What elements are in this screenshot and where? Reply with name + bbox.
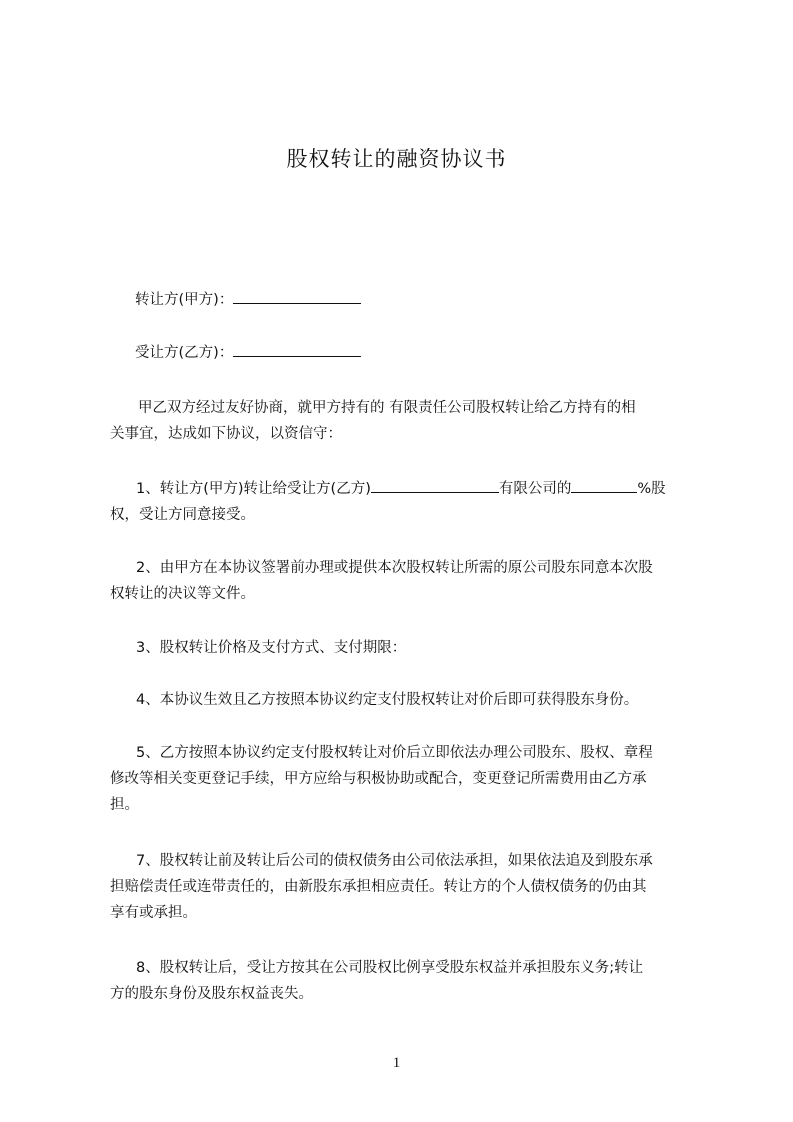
intro-paragraph — [110, 395, 710, 447]
clause-4 — [110, 687, 710, 713]
clause-1 — [110, 476, 710, 528]
clause-2-line-2: 权转让的决议等文件。 — [110, 586, 255, 602]
clause-3-text-1: 股权转让价格及支付方式、支付期限： — [159, 640, 407, 656]
clause-7-line-3: 享有或承担。 — [110, 905, 197, 921]
page-number: 1 — [392, 1055, 401, 1071]
clause-7 — [110, 848, 710, 926]
clause-4-line-1 — [110, 687, 710, 713]
clause-8-line-2: 方的股东身份及股东权益丧失。 — [110, 986, 313, 1002]
clause-8-text-1: 股权转让后，受让方按其在公司股权比例享受股东权益并承担股东义务;转让 — [159, 960, 644, 976]
clause-7-text-1: 股权转让前及转让后公司的债权债务由公司依法承担，如果依法追及到股东承 — [159, 853, 653, 869]
clause-1-text-b: 有限公司的 — [498, 481, 572, 497]
clause-7-line-2: 担赔偿责任或连带责任的，由新股东承担相应责任。转让方的个人债权债务的仍由其 — [110, 879, 647, 895]
clause-2-text-1: 由甲方在本协议签署前办理或提供本次股权转让所需的原公司股东同意本次股 — [159, 560, 653, 576]
clause-2 — [110, 555, 710, 607]
clause-1-text-a: 转让方(甲方)转让给受让方(乙方) — [159, 481, 371, 497]
transferee-line — [135, 340, 361, 366]
clause-2-number: 2、 — [136, 560, 160, 576]
clause-5-number: 5、 — [136, 745, 160, 761]
transferor-blank — [233, 289, 361, 304]
clause-7-number: 7、 — [136, 853, 160, 869]
clause-3-number: 3、 — [136, 640, 160, 656]
clause-1-number: 1、 — [136, 481, 160, 497]
clause-1-line-1 — [110, 476, 710, 502]
clause-5-text-1: 乙方按照本协议约定支付股权转让对价后立即依法办理公司股东、股权、章程 — [159, 745, 653, 761]
clause-2-line-1 — [110, 555, 710, 581]
document-title: 股权转让的融资协议书 — [286, 147, 507, 171]
clause-3 — [110, 635, 710, 661]
clause-5 — [110, 740, 710, 818]
transferee-blank — [233, 342, 361, 357]
clause-7-line-1 — [110, 848, 710, 874]
clause-1-line-2: 权，受让方同意接受。 — [110, 507, 255, 523]
transferor-label: 转让方(甲方)： — [135, 292, 234, 308]
clause-8-line-1 — [110, 955, 710, 981]
intro-line-2: 关事宜，达成如下协议，以资信守： — [110, 426, 342, 442]
transferee-label: 受让方(乙方)： — [135, 345, 234, 361]
clause-4-text-1: 本协议生效且乙方按照本协议约定支付股权转让对价后即可获得股东身份。 — [159, 692, 639, 708]
percentage-blank — [571, 478, 637, 493]
transferor-line — [135, 287, 361, 313]
clause-5-line-2: 修改等相关变更登记手续，甲方应给与积极协助或配合，变更登记所需费用由乙方承 — [110, 771, 647, 787]
clause-1-text-c: %股 — [637, 481, 666, 497]
clause-8 — [110, 955, 710, 1007]
company-name-blank — [371, 478, 499, 493]
clause-5-line-3: 担。 — [110, 797, 139, 813]
intro-line-1: 甲乙双方经过友好协商，就甲方持有的 有限责任公司股权转让给乙方持有的相 — [138, 400, 636, 416]
clause-3-line-1 — [110, 635, 710, 661]
clause-8-number: 8、 — [136, 960, 160, 976]
clause-4-number: 4、 — [136, 692, 160, 708]
clause-5-line-1 — [110, 740, 710, 766]
